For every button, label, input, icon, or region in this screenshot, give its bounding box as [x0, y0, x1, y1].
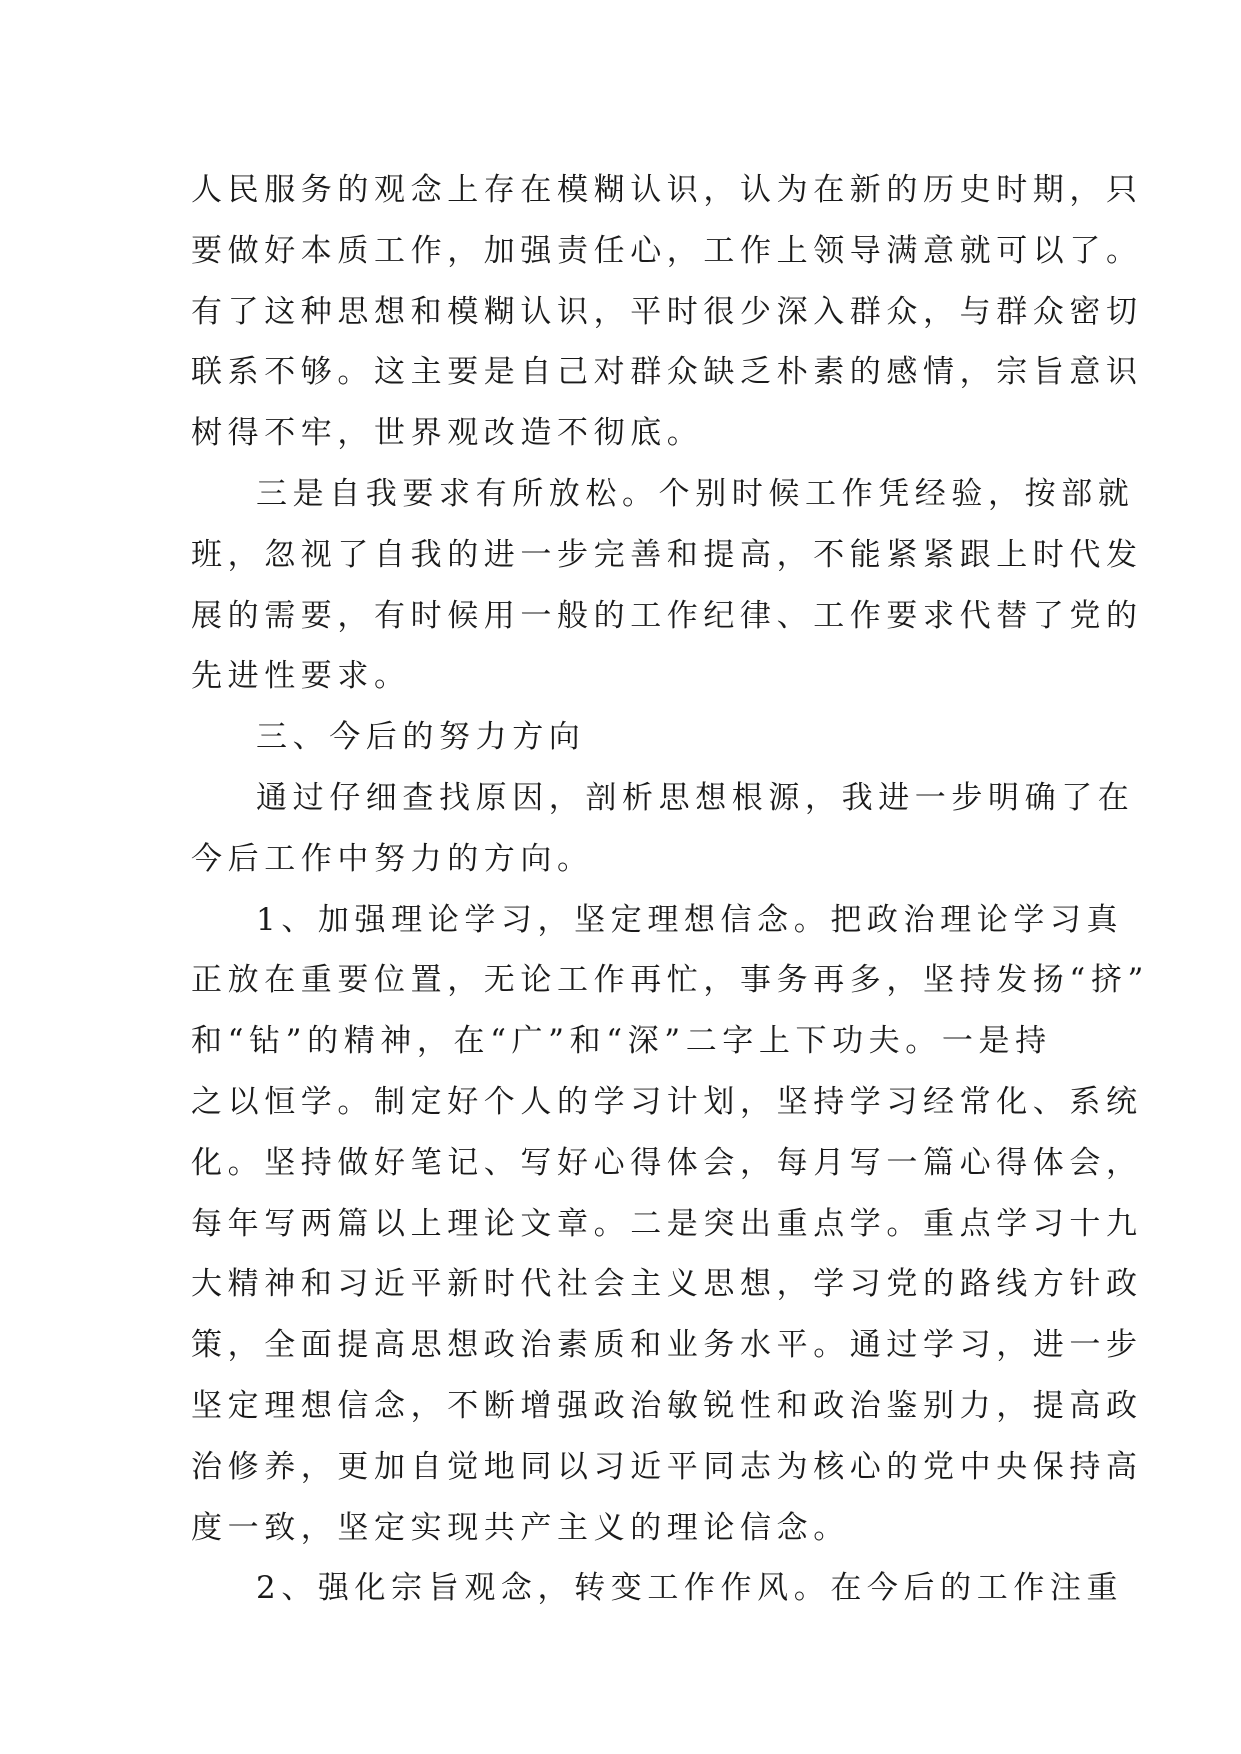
paragraph-point-three — [191, 464, 1143, 707]
section-heading — [191, 707, 1061, 768]
text-line: 大精神和习近平新时代社会主义思想，学习党的路线方针政 — [191, 1266, 1143, 1303]
text-line: 今后工作中努力的方向。 — [191, 840, 594, 877]
paragraph-continuation — [191, 160, 1143, 464]
text-line: 化。坚持做好笔记、写好心得体会，每月写一篇心得体会， — [191, 1144, 1143, 1181]
text-line: 通过仔细查找原因，剖析思想根源，我进一步明确了在 — [256, 779, 1135, 816]
paragraph-intro — [191, 768, 1135, 890]
text-line: 要做好本质工作，加强责任心，工作上领导满意就可以了。 — [191, 232, 1143, 269]
text-line: 之以恒学。制定好个人的学习计划，坚持学习经常化、系统 — [191, 1083, 1143, 1120]
text-line: 展的需要，有时候用一般的工作纪律、工作要求代替了党的 — [191, 597, 1143, 634]
document-body — [191, 160, 1149, 1619]
paragraph-item-one — [191, 890, 1149, 1559]
text-line: 正放在重要位置，无论工作再忙，事务再多，坚持发扬“挤” — [191, 962, 1149, 999]
text-line: 班，忽视了自我的进一步完善和提高，不能紧紧跟上时代发 — [191, 536, 1143, 573]
text-line: 1、加强理论学习，坚定理想信念。把政治理论学习真 — [256, 901, 1124, 938]
text-line: 和“钻”的精神，在“广”和“深”二字上下功夫。一是持 — [191, 1023, 1052, 1060]
text-line: 三是自我要求有所放松。个别时候工作凭经验，按部就 — [256, 475, 1135, 512]
text-line: 先进性要求。 — [191, 658, 411, 695]
text-line: 人民服务的观念上存在模糊认识，认为在新的历史时期，只 — [191, 172, 1143, 208]
text-line: 度一致，坚定实现共产主义的理论信念。 — [191, 1509, 850, 1546]
text-line: 树得不牢，世界观改造不彻底。 — [191, 415, 704, 452]
text-line: 治修养，更加自觉地同以习近平同志为核心的党中央保持高 — [191, 1448, 1143, 1485]
text-line: 2、强化宗旨观念，转变工作作风。在今后的工作注重 — [256, 1570, 1124, 1607]
paragraph-item-two — [191, 1558, 1124, 1619]
text-line: 每年写两篇以上理论文章。二是突出重点学。重点学习十九 — [191, 1205, 1143, 1242]
text-line: 有了这种思想和模糊认识，平时很少深入群众，与群众密切 — [191, 293, 1143, 330]
text-line: 联系不够。这主要是自己对群众缺乏朴素的感情，宗旨意识 — [191, 354, 1143, 391]
text-line: 坚定理想信念，不断增强政治敏锐性和政治鉴别力，提高政 — [191, 1387, 1143, 1424]
text-line: 策，全面提高思想政治素质和业务水平。通过学习，进一步 — [191, 1327, 1143, 1364]
section-heading-text: 三、今后的努力方向 — [256, 719, 586, 756]
